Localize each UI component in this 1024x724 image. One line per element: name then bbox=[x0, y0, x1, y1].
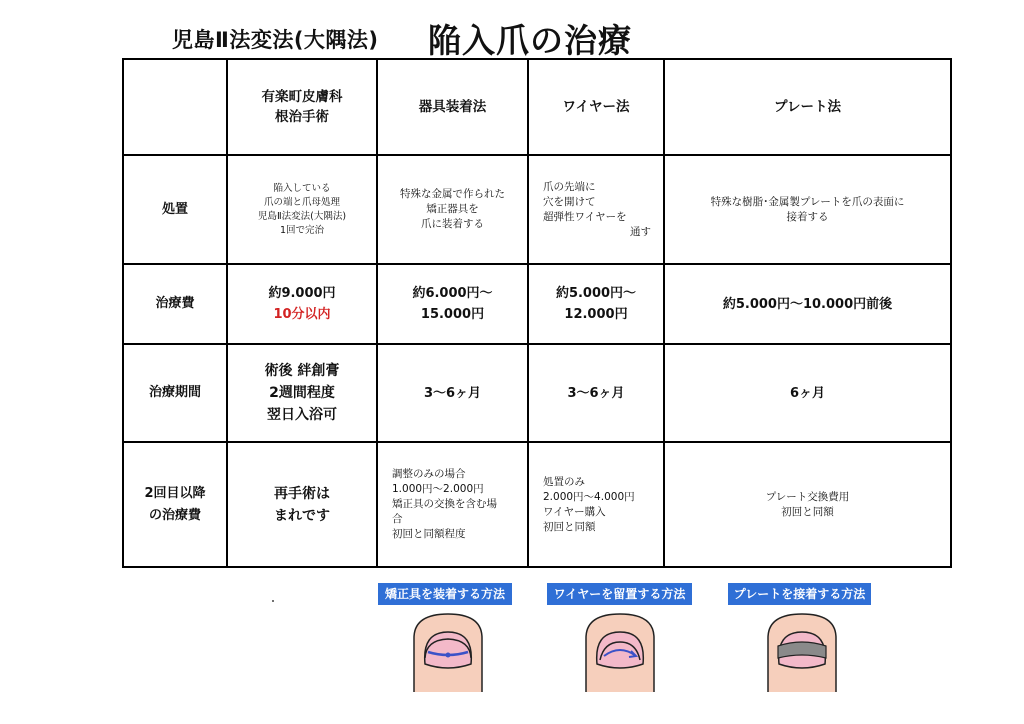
wire-finger-illustration bbox=[584, 612, 656, 692]
method-button-plate[interactable]: プレートを接着する方法 bbox=[728, 583, 871, 605]
row-header-period: 治療期間 bbox=[123, 344, 227, 442]
cell-treatment-brace: 特殊な金属で作られた 矯正器具を 爪に装着する bbox=[377, 155, 528, 264]
column-header-wire: ワイヤー法 bbox=[528, 59, 664, 155]
cell-repeat-plate: プレート交換費用 初回と同額 bbox=[664, 442, 951, 567]
cell-repeat-surgery: 再手術は まれです bbox=[227, 442, 377, 567]
cell-period-plate: 6ヶ月 bbox=[664, 344, 951, 442]
cell-cost-plate: 約5.000円〜10.000円前後 bbox=[664, 264, 951, 344]
page-title: 陥入爪の治療 bbox=[428, 21, 632, 60]
cell-repeat-wire: 処置のみ 2.000円〜4.000円 ワイヤー購入 初回と同額 bbox=[528, 442, 664, 567]
column-header-surgery: 有楽町皮膚科 根治手術 bbox=[227, 59, 377, 155]
cell-repeat-brace: 調整のみの場合 1.000円〜2.000円 矯正具の交換を含む場 合 初回と同額程度 bbox=[377, 442, 528, 567]
cell-period-surgery: 術後 絆創膏 2週間程度 翌日入浴可 bbox=[227, 344, 377, 442]
method-button-wire[interactable]: ワイヤーを留置する方法 bbox=[547, 583, 692, 605]
table-row-cost bbox=[123, 264, 951, 344]
cell-treatment-wire: 爪の先端に 穴を開けて 超弾性ワイヤーを 通す bbox=[528, 155, 664, 264]
page-subtitle: 児島Ⅱ法変法(大隅法) bbox=[172, 28, 379, 52]
cell-cost-surgery: 約9.000円 10分以内 bbox=[227, 264, 377, 344]
column-header-brace: 器具装着法 bbox=[377, 59, 528, 155]
table-row-period bbox=[123, 344, 951, 442]
column-header-plate: プレート法 bbox=[664, 59, 951, 155]
table-row-treatment bbox=[123, 155, 951, 264]
cell-cost-wire: 約5.000円〜 12.000円 bbox=[528, 264, 664, 344]
stray-dot bbox=[272, 600, 274, 602]
brace-finger-illustration bbox=[412, 612, 484, 692]
cell-period-wire: 3〜6ヶ月 bbox=[528, 344, 664, 442]
method-button-brace[interactable]: 矯正具を装着する方法 bbox=[378, 583, 512, 605]
cell-cost-brace: 約6.000円〜 15.000円 bbox=[377, 264, 528, 344]
row-header-treatment: 処置 bbox=[123, 155, 227, 264]
table-row-repeat bbox=[123, 442, 951, 567]
row-header-cost: 治療費 bbox=[123, 264, 227, 344]
cell-treatment-surgery: 陥入している 爪の端と爪母処理 児島Ⅱ法変法(大隅法) 1回で完治 bbox=[227, 155, 377, 264]
duration-highlight: 10分以内 bbox=[273, 307, 331, 322]
cell-treatment-plate: 特殊な樹脂･金属製プレートを爪の表面に 接着する bbox=[664, 155, 951, 264]
corner-cell bbox=[123, 59, 227, 155]
table-header-row bbox=[123, 59, 951, 155]
plate-finger-illustration bbox=[766, 612, 838, 692]
comparison-table bbox=[122, 58, 952, 568]
row-header-repeat: 2回目以降 の治療費 bbox=[123, 442, 227, 567]
cell-period-brace: 3〜6ヶ月 bbox=[377, 344, 528, 442]
